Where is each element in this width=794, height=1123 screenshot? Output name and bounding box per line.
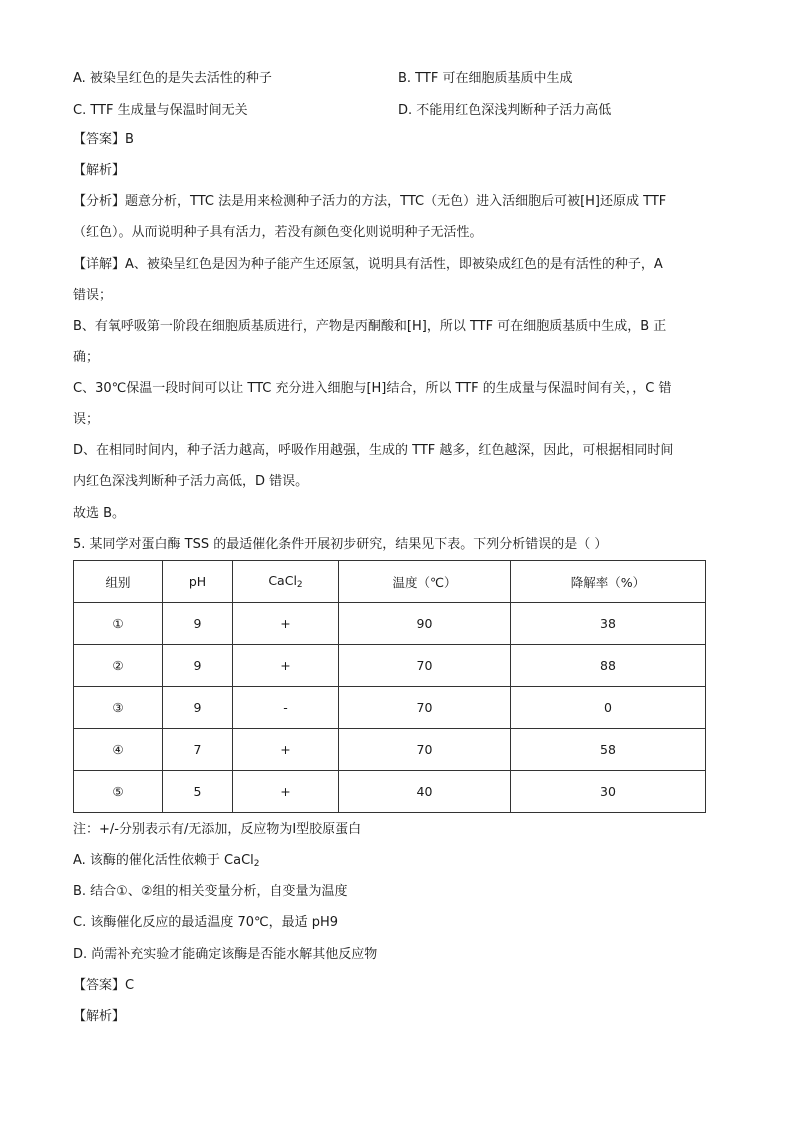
cell-group: ④ xyxy=(74,729,163,771)
q5-answer: 【答案】C xyxy=(73,978,135,993)
q4-xiangjie-line: C、30℃保温一段时间可以让 TTC 充分进入细胞与[H]结合，所以 TTF 的生成量与保温时间有关，，C 错 xyxy=(73,381,672,396)
q5-option-d: D. 尚需补充实验才能确定该酶是否能水解其他反应物 xyxy=(73,947,378,962)
cell-cacl2: + xyxy=(233,603,339,645)
q4-fenxi-line: （红色）。从而说明种子具有活力，若没有颜色变化则说明种子无活性。 xyxy=(73,225,483,240)
cell-ph: 9 xyxy=(163,645,233,687)
q4-xiangjie-line: 误； xyxy=(73,412,100,427)
q5-option-b: B. 结合①、②组的相关变量分析，自变量为温度 xyxy=(73,884,348,899)
q4-answer: 【答案】B xyxy=(73,132,134,147)
cell-group: ② xyxy=(74,645,163,687)
q4-analysis-heading: 【解析】 xyxy=(73,163,126,178)
q4-xiangjie-line: 内红色深浅判断种子活力高低，D 错误。 xyxy=(73,474,309,489)
q4-xiangjie-line: B、有氧呼吸第一阶段在细胞质基质进行，产物是丙酮酸和[H]，所以 TTF 可在细胞质基质中生成，B 正 xyxy=(73,319,667,334)
cell-degradation-rate: 88 xyxy=(511,645,706,687)
cell-group: ③ xyxy=(74,687,163,729)
q5-option-a: A. 该酶的催化活性依赖于 CaCl$_2$ xyxy=(73,853,260,869)
table-row xyxy=(74,687,706,729)
cell-degradation-rate: 58 xyxy=(511,729,706,771)
q4-option-b: B. TTF 可在细胞质基质中生成 xyxy=(398,71,573,86)
q4-fenxi-line: 【分析】题意分析，TTC 法是用来检测种子活力的方法，TTC（无色）进入活细胞后可被[H]还原成 TTF xyxy=(73,194,667,209)
q5-table-note: 注：+/-分别表示有/无添加，反应物为Ⅰ型胶原蛋白 xyxy=(73,822,362,837)
header-cacl2: CaCl$_2$ xyxy=(233,561,339,603)
table-header-row xyxy=(74,561,706,603)
cell-ph: 9 xyxy=(163,603,233,645)
q5-stem: 5. 某同学对蛋白酶 TSS 的最适催化条件开展初步研究，结果见下表。下列分析错误的是（ ） xyxy=(73,537,608,552)
header-group: 组别 xyxy=(74,561,163,603)
cell-ph: 7 xyxy=(163,729,233,771)
q4-xiangjie-line: D、在相同时间内，种子活力越高，呼吸作用越强，生成的 TTF 越多，红色越深，因此，可根据相同时间 xyxy=(73,443,674,458)
cell-temperature: 90 xyxy=(339,603,511,645)
cell-ph: 5 xyxy=(163,771,233,813)
header-ph: pH xyxy=(163,561,233,603)
q4-option-a: A. 被染呈红色的是失去活性的种子 xyxy=(73,71,272,86)
cell-cacl2: - xyxy=(233,687,339,729)
q4-xiangjie-line: 【详解】A、被染呈红色是因为种子能产生还原氢，说明具有活性，即被染成红色的是有活性的种子，A xyxy=(73,257,663,272)
table-row xyxy=(74,645,706,687)
cell-cacl2: + xyxy=(233,645,339,687)
cell-degradation-rate: 38 xyxy=(511,603,706,645)
q4-option-c: C. TTF 生成量与保温时间无关 xyxy=(73,103,248,118)
cell-temperature: 70 xyxy=(339,687,511,729)
q4-option-d: D. 不能用红色深浅判断种子活力高低 xyxy=(398,103,612,118)
cell-temperature: 70 xyxy=(339,729,511,771)
cell-temperature: 70 xyxy=(339,645,511,687)
q4-xiangjie-line: 错误； xyxy=(73,288,113,303)
table-row xyxy=(74,771,706,813)
cell-degradation-rate: 0 xyxy=(511,687,706,729)
cell-ph: 9 xyxy=(163,687,233,729)
cell-degradation-rate: 30 xyxy=(511,771,706,813)
q5-analysis-heading: 【解析】 xyxy=(73,1009,126,1024)
header-temperature: 温度（℃） xyxy=(339,561,511,603)
q5-results-table xyxy=(73,560,706,813)
cell-group: ⑤ xyxy=(74,771,163,813)
q4-conclusion: 故选 B。 xyxy=(73,506,126,521)
q5-option-c: C. 该酶催化反应的最适温度 70℃，最适 pH9 xyxy=(73,915,339,930)
q4-xiangjie-line: 确； xyxy=(73,350,100,365)
cell-cacl2: + xyxy=(233,771,339,813)
table-row xyxy=(74,603,706,645)
cell-cacl2: + xyxy=(233,729,339,771)
cell-temperature: 40 xyxy=(339,771,511,813)
table-row xyxy=(74,729,706,771)
cell-group: ① xyxy=(74,603,163,645)
header-degradation-rate: 降解率（%） xyxy=(511,561,706,603)
